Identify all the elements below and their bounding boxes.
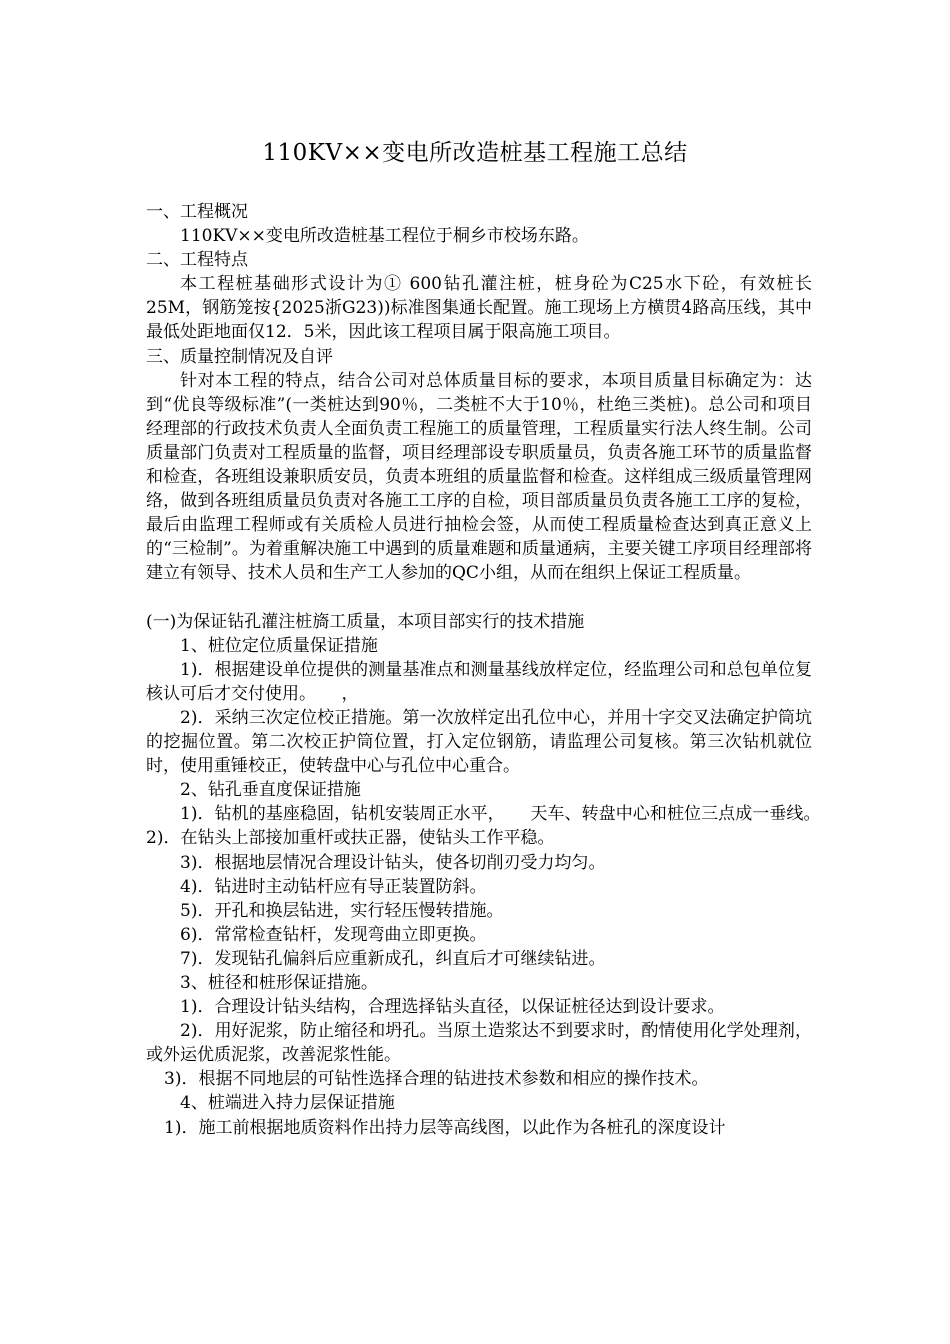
list-item: 2)．采纳三次定位校正措施。第一次放样定出孔位中心，并用十字交叉法确定护筒坑的挖掘位置。第二次校正护筒位置，打入定位钢筋，请监理公司复核。第三次钻机就位时，使用重锤校正，使转盘中心与孔位中心重合。 bbox=[146, 707, 812, 777]
paragraph-features: 本工程桩基础形式设计为① 600钻孔灌注桩，桩身砼为C25水下砼，有效桩长25M，钢筋笼按{2025浙G23))标准图集通长配置。施工现场上方横贯4路高压线，其中最低处距地面仅12．5米，因此该工程项目属于限高施工项目。 bbox=[146, 274, 812, 343]
list-item: 1)．合理设计钻头结构，合理选择钻头直径，以保证桩径达到设计要求。 bbox=[180, 997, 725, 1018]
list-item: 2)．用好泥浆，防止缩径和坍孔。当原土造浆达不到要求时，酌情使用化学处理剂，或外运优质泥浆，改善泥浆性能。 bbox=[146, 1021, 812, 1066]
section-heading-features: 二、工程特点 bbox=[146, 250, 248, 271]
list-item: 1)．钻机的基座稳固，钻机安装周正水平， 天车、转盘中心和桩位三点成一垂线。 2)．在钻头上部接加重杆或扶正器，使钻头工作平稳。 bbox=[146, 804, 846, 849]
document-title: 110KV××变电所改造桩基工程施工总结 bbox=[262, 140, 688, 166]
list-item: 3)．根据不同地层的可钻性选择合理的钻进技术参数和相应的操作技术。 bbox=[164, 1069, 709, 1090]
list-item: 6)．常常检查钻杆，发现弯曲立即更换。 bbox=[180, 924, 487, 945]
paragraph-overview: 110KV××变电所改造桩基工程位于桐乡市校场东路。 bbox=[180, 226, 589, 247]
list-item: 1)．根据建设单位提供的测量基准点和测量基线放样定位，经监理公司和总包单位复核认可后才交付使用。 ， bbox=[146, 659, 812, 704]
list-heading-bearing-layer: 4、桩端进入持力层保证措施 bbox=[180, 1093, 395, 1114]
list-item: 5)．开孔和换层钻进，实行轻压慢转措施。 bbox=[180, 900, 504, 921]
list-heading-positioning: 1、桩位定位质量保证措施 bbox=[180, 635, 378, 656]
list-heading-verticality: 2、钻孔垂直度保证措施 bbox=[180, 780, 361, 801]
subsection-heading-measures: (一)为保证钻孔灌注桩旖工质量，本项目部实行的技术措施 bbox=[146, 611, 585, 632]
paragraph-quality: 针对本工程的特点，结合公司对总体质量目标的要求，本项目质量目标确定为：达到“优良等级标准”(一类桩达到90％，二类桩不大于10％，杜绝三类桩)。总公司和项目经理部的行政技术负责人全面负责工程施工的质量管理，工程质量实行法人终生制。公司质量部门负责对工程质量的监督，项目经理部设专职质量员，负责各施工环节的质量监督和检查，各班组设兼职质安员，负责本班组的质量监督和检查。这样组成三级质量管理网络，做到各班组质量员负责对各施工工序的自检，项目部质量员负责各施工工序的复检，最后由监理工程师或有关质检人员进行抽检会签，从而使工程质量检查达到真正意义上的“三检制”。为着重解决施工中遇到的质量难题和质量通病，主要关键工序项目经理部将建立有领导、技术人员和生产工人参加的QC小组，从而在组织上保证工程质量。 bbox=[146, 370, 812, 584]
document-body bbox=[146, 200, 846, 1140]
blank-line bbox=[146, 586, 812, 610]
list-heading-diameter: 3、桩径和桩形保证措施。 bbox=[180, 973, 378, 993]
section-heading-quality: 三、质量控制情况及自评 bbox=[146, 346, 333, 367]
list-item: 1)．施工前根据地质资料作出持力层等高线图，以此作为各桩孔的深度设计 bbox=[164, 1117, 726, 1138]
section-heading-overview: 一、工程概况 bbox=[146, 202, 248, 222]
list-item: 7)．发现钻孔偏斜后应重新成孔，纠直后才可继续钻进。 bbox=[180, 948, 606, 969]
list-item: 4)．钻进时主动钻杆应有导正装置防斜。 bbox=[180, 876, 487, 897]
list-item: 3)．根据地层情况合理设计钻头，使各切削刃受力均匀。 bbox=[180, 852, 606, 873]
